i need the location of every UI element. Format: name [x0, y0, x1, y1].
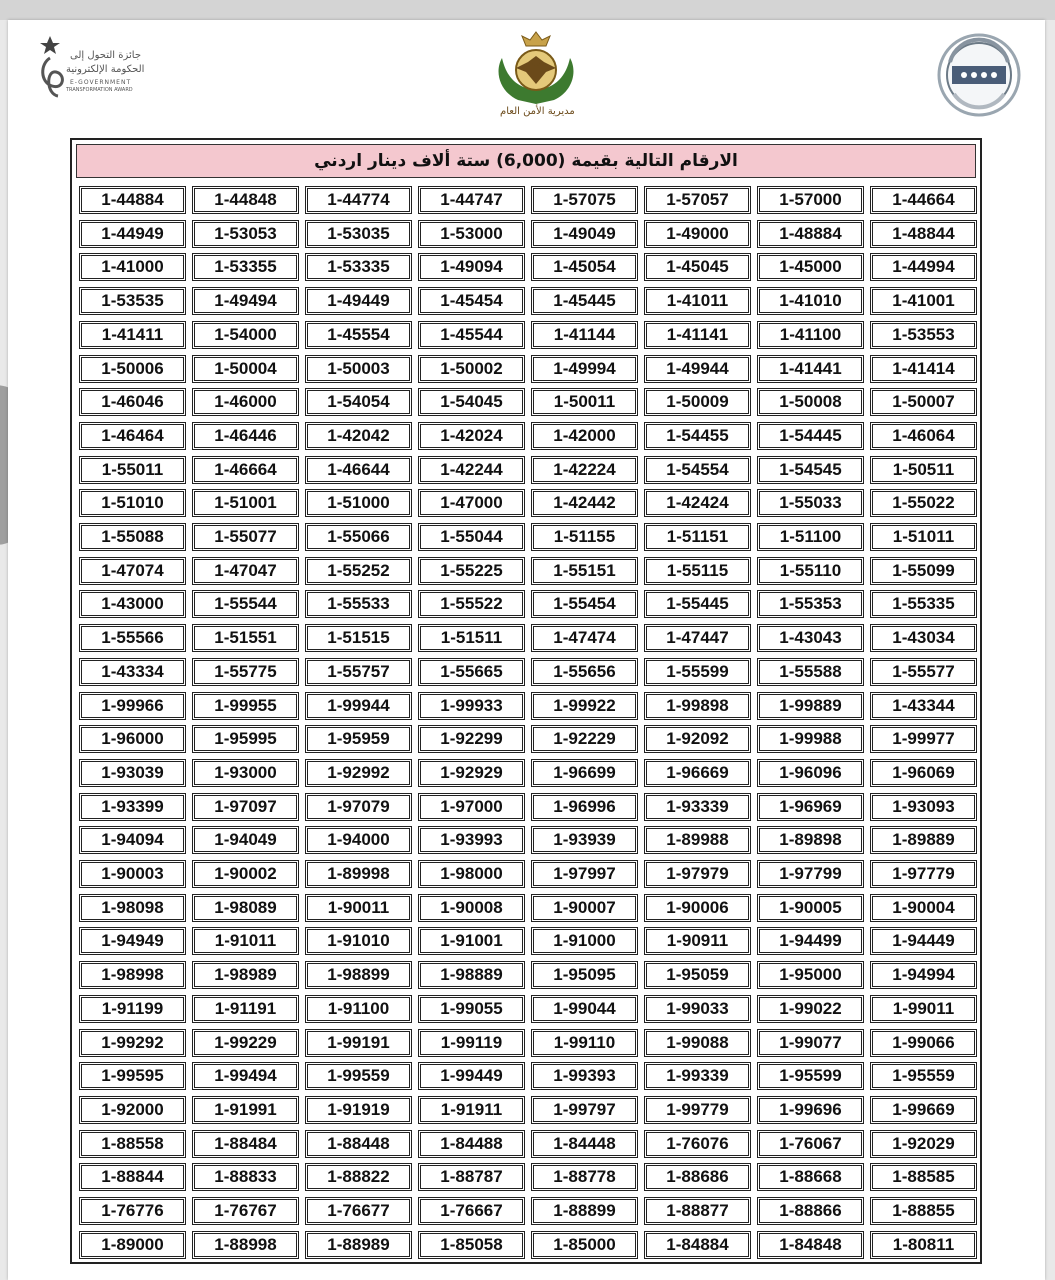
number-cell: 1-55588 — [757, 658, 864, 686]
award-line-3: E-GOVERNMENT — [70, 79, 132, 86]
number-cell: 1-45045 — [644, 253, 751, 281]
number-cell: 1-96699 — [531, 759, 638, 787]
number-cell: 1-42442 — [531, 489, 638, 517]
number-cell: 1-55099 — [870, 557, 977, 585]
award-line-2: الحكومة الإلكترونية — [66, 64, 145, 75]
number-cell: 1-99088 — [644, 1029, 751, 1057]
number-cell: 1-98989 — [192, 961, 299, 989]
number-cell: 1-99977 — [870, 725, 977, 753]
number-cell: 1-45054 — [531, 253, 638, 281]
number-cell: 1-88585 — [870, 1163, 977, 1191]
number-cell: 1-55533 — [305, 590, 412, 618]
number-cell: 1-49994 — [531, 355, 638, 383]
number-cell: 1-97779 — [870, 860, 977, 888]
number-cell: 1-46644 — [305, 456, 412, 484]
number-cell: 1-96969 — [757, 793, 864, 821]
number-cell: 1-55566 — [79, 624, 186, 652]
number-cell: 1-91991 — [192, 1096, 299, 1124]
number-cell: 1-42424 — [644, 489, 751, 517]
number-cell: 1-90008 — [418, 894, 525, 922]
number-cell: 1-46664 — [192, 456, 299, 484]
number-cell: 1-55544 — [192, 590, 299, 618]
number-cell: 1-55022 — [870, 489, 977, 517]
number-cell: 1-55757 — [305, 658, 412, 686]
number-cell: 1-99077 — [757, 1029, 864, 1057]
number-cell: 1-53553 — [870, 321, 977, 349]
number-cell: 1-97979 — [644, 860, 751, 888]
number-cell: 1-99033 — [644, 995, 751, 1023]
number-cell: 1-91919 — [305, 1096, 412, 1124]
number-cell: 1-99229 — [192, 1029, 299, 1057]
number-cell: 1-99339 — [644, 1062, 751, 1090]
number-cell: 1-98899 — [305, 961, 412, 989]
number-cell: 1-98000 — [418, 860, 525, 888]
number-cell: 1-54554 — [644, 456, 751, 484]
number-cell: 1-57057 — [644, 186, 751, 214]
number-cell: 1-99110 — [531, 1029, 638, 1057]
number-cell: 1-54054 — [305, 388, 412, 416]
number-cell: 1-97097 — [192, 793, 299, 821]
number-cell: 1-47474 — [531, 624, 638, 652]
award-line-1: جائزة التحول إلى — [70, 50, 142, 61]
number-cell: 1-90002 — [192, 860, 299, 888]
number-cell: 1-80811 — [870, 1231, 977, 1259]
number-cell: 1-55335 — [870, 590, 977, 618]
number-cell: 1-96096 — [757, 759, 864, 787]
number-cell: 1-98998 — [79, 961, 186, 989]
number-cell: 1-93939 — [531, 826, 638, 854]
number-cell: 1-99922 — [531, 692, 638, 720]
number-cell: 1-55353 — [757, 590, 864, 618]
number-cell: 1-93093 — [870, 793, 977, 821]
number-cell: 1-94949 — [79, 927, 186, 955]
number-cell: 1-49094 — [418, 253, 525, 281]
number-cell: 1-98089 — [192, 894, 299, 922]
number-cell: 1-53035 — [305, 220, 412, 248]
number-cell: 1-54445 — [757, 422, 864, 450]
number-cell: 1-95599 — [757, 1062, 864, 1090]
number-cell: 1-91191 — [192, 995, 299, 1023]
number-cell: 1-99449 — [418, 1062, 525, 1090]
number-cell: 1-99044 — [531, 995, 638, 1023]
number-cell: 1-84448 — [531, 1130, 638, 1158]
number-cell: 1-50511 — [870, 456, 977, 484]
number-cell: 1-55252 — [305, 557, 412, 585]
number-cell: 1-88844 — [79, 1163, 186, 1191]
number-cell: 1-50003 — [305, 355, 412, 383]
number-cell: 1-41441 — [757, 355, 864, 383]
number-cell: 1-94094 — [79, 826, 186, 854]
viewer-top-bar — [0, 0, 1055, 20]
number-cell: 1-94499 — [757, 927, 864, 955]
number-cell: 1-88855 — [870, 1197, 977, 1225]
number-cell: 1-92029 — [870, 1130, 977, 1158]
number-cell: 1-99966 — [79, 692, 186, 720]
number-cell: 1-99595 — [79, 1062, 186, 1090]
number-cell: 1-99011 — [870, 995, 977, 1023]
number-cell: 1-53335 — [305, 253, 412, 281]
number-cell: 1-48884 — [757, 220, 864, 248]
number-cell: 1-99055 — [418, 995, 525, 1023]
number-cell: 1-46446 — [192, 422, 299, 450]
number-cell: 1-51155 — [531, 523, 638, 551]
number-cell: 1-99696 — [757, 1096, 864, 1124]
number-cell: 1-45000 — [757, 253, 864, 281]
number-cell: 1-88558 — [79, 1130, 186, 1158]
page-title: الارقام التالية بقيمة (6,000) ستة ألاف دينار اردني — [76, 144, 976, 178]
number-cell: 1-49449 — [305, 287, 412, 315]
number-cell: 1-54000 — [192, 321, 299, 349]
number-cell: 1-92000 — [79, 1096, 186, 1124]
number-cell: 1-88686 — [644, 1163, 751, 1191]
number-cell: 1-43334 — [79, 658, 186, 686]
number-cell: 1-95559 — [870, 1062, 977, 1090]
number-cell: 1-88866 — [757, 1197, 864, 1225]
number-cell: 1-55225 — [418, 557, 525, 585]
number-cell: 1-55151 — [531, 557, 638, 585]
number-cell: 1-94000 — [305, 826, 412, 854]
number-cell: 1-91011 — [192, 927, 299, 955]
number-cell: 1-41141 — [644, 321, 751, 349]
number-cell: 1-41011 — [644, 287, 751, 315]
number-cell: 1-45454 — [418, 287, 525, 315]
number-cell: 1-42024 — [418, 422, 525, 450]
number-cell: 1-54045 — [418, 388, 525, 416]
number-cell: 1-55033 — [757, 489, 864, 517]
number-cell: 1-92929 — [418, 759, 525, 787]
number-cell: 1-50008 — [757, 388, 864, 416]
number-cell: 1-45544 — [418, 321, 525, 349]
number-cell: 1-84884 — [644, 1231, 751, 1259]
number-cell: 1-88778 — [531, 1163, 638, 1191]
number-cell: 1-51511 — [418, 624, 525, 652]
number-cell: 1-55110 — [757, 557, 864, 585]
number-cell: 1-76677 — [305, 1197, 412, 1225]
number-cell: 1-92299 — [418, 725, 525, 753]
number-cell: 1-45554 — [305, 321, 412, 349]
number-cell: 1-49000 — [644, 220, 751, 248]
number-cell: 1-49494 — [192, 287, 299, 315]
number-cell: 1-55066 — [305, 523, 412, 551]
number-cell: 1-55445 — [644, 590, 751, 618]
number-cell: 1-99022 — [757, 995, 864, 1023]
number-cell: 1-96669 — [644, 759, 751, 787]
number-cell: 1-92229 — [531, 725, 638, 753]
number-cell: 1-96069 — [870, 759, 977, 787]
numbers-grid — [72, 140, 980, 1262]
number-cell: 1-91001 — [418, 927, 525, 955]
number-cell: 1-90911 — [644, 927, 751, 955]
number-cell: 1-51151 — [644, 523, 751, 551]
number-cell: 1-88822 — [305, 1163, 412, 1191]
number-cell: 1-99292 — [79, 1029, 186, 1057]
number-cell: 1-92992 — [305, 759, 412, 787]
number-cell: 1-89988 — [644, 826, 751, 854]
number-cell: 1-93993 — [418, 826, 525, 854]
number-cell: 1-48844 — [870, 220, 977, 248]
number-cell: 1-44994 — [870, 253, 977, 281]
number-cell: 1-46046 — [79, 388, 186, 416]
number-cell: 1-95000 — [757, 961, 864, 989]
number-cell: 1-42224 — [531, 456, 638, 484]
number-cell: 1-55656 — [531, 658, 638, 686]
number-cell: 1-51551 — [192, 624, 299, 652]
number-cell: 1-93039 — [79, 759, 186, 787]
number-cell: 1-99066 — [870, 1029, 977, 1057]
number-cell: 1-99933 — [418, 692, 525, 720]
number-cell: 1-91199 — [79, 995, 186, 1023]
number-cell: 1-76776 — [79, 1197, 186, 1225]
number-cell: 1-41100 — [757, 321, 864, 349]
number-cell: 1-93339 — [644, 793, 751, 821]
number-cell: 1-90007 — [531, 894, 638, 922]
number-cell: 1-44664 — [870, 186, 977, 214]
seal-icon — [936, 32, 1022, 118]
number-cell: 1-97997 — [531, 860, 638, 888]
number-cell: 1-92092 — [644, 725, 751, 753]
number-cell: 1-55011 — [79, 456, 186, 484]
e-government-award-logo — [36, 34, 148, 124]
number-cell: 1-53053 — [192, 220, 299, 248]
number-cell: 1-46464 — [79, 422, 186, 450]
number-cell: 1-55522 — [418, 590, 525, 618]
number-cell: 1-43043 — [757, 624, 864, 652]
number-cell: 1-51100 — [757, 523, 864, 551]
number-cell: 1-99797 — [531, 1096, 638, 1124]
number-cell: 1-50011 — [531, 388, 638, 416]
number-cell: 1-53000 — [418, 220, 525, 248]
number-cell: 1-88877 — [644, 1197, 751, 1225]
number-cell: 1-95959 — [305, 725, 412, 753]
number-cell: 1-50009 — [644, 388, 751, 416]
number-cell: 1-97079 — [305, 793, 412, 821]
number-cell: 1-44747 — [418, 186, 525, 214]
number-cell: 1-97000 — [418, 793, 525, 821]
number-cell: 1-46064 — [870, 422, 977, 450]
number-cell: 1-45445 — [531, 287, 638, 315]
number-cell: 1-55577 — [870, 658, 977, 686]
number-cell: 1-88989 — [305, 1231, 412, 1259]
number-cell: 1-93399 — [79, 793, 186, 821]
number-cell: 1-44949 — [79, 220, 186, 248]
number-cell: 1-90005 — [757, 894, 864, 922]
number-cell: 1-76767 — [192, 1197, 299, 1225]
circular-seal-logo — [936, 32, 1022, 118]
number-cell: 1-41000 — [79, 253, 186, 281]
eagle-crown-emblem — [488, 28, 584, 120]
number-cell: 1-95995 — [192, 725, 299, 753]
number-cell: 1-88833 — [192, 1163, 299, 1191]
number-cell: 1-89000 — [79, 1231, 186, 1259]
number-cell: 1-50002 — [418, 355, 525, 383]
number-cell: 1-99955 — [192, 692, 299, 720]
number-cell: 1-89898 — [757, 826, 864, 854]
number-cell: 1-90003 — [79, 860, 186, 888]
number-cell: 1-88899 — [531, 1197, 638, 1225]
number-cell: 1-99779 — [644, 1096, 751, 1124]
number-cell: 1-47000 — [418, 489, 525, 517]
number-cell: 1-84488 — [418, 1130, 525, 1158]
number-cell: 1-97799 — [757, 860, 864, 888]
number-cell: 1-41001 — [870, 287, 977, 315]
number-cell: 1-53535 — [79, 287, 186, 315]
number-cell: 1-50007 — [870, 388, 977, 416]
number-cell: 1-41010 — [757, 287, 864, 315]
number-cell: 1-44848 — [192, 186, 299, 214]
number-cell: 1-54455 — [644, 422, 751, 450]
number-cell: 1-49944 — [644, 355, 751, 383]
number-cell: 1-42042 — [305, 422, 412, 450]
number-cell: 1-93000 — [192, 759, 299, 787]
number-cell: 1-88448 — [305, 1130, 412, 1158]
number-cell: 1-88484 — [192, 1130, 299, 1158]
number-cell: 1-51000 — [305, 489, 412, 517]
number-cell: 1-94449 — [870, 927, 977, 955]
number-cell: 1-94994 — [870, 961, 977, 989]
number-cell: 1-41414 — [870, 355, 977, 383]
number-cell: 1-89998 — [305, 860, 412, 888]
number-cell: 1-50004 — [192, 355, 299, 383]
number-cell: 1-44774 — [305, 186, 412, 214]
number-cell: 1-88668 — [757, 1163, 864, 1191]
number-cell: 1-46000 — [192, 388, 299, 416]
number-cell: 1-99988 — [757, 725, 864, 753]
number-cell: 1-55044 — [418, 523, 525, 551]
number-cell: 1-49049 — [531, 220, 638, 248]
number-cell: 1-57075 — [531, 186, 638, 214]
numbers-panel — [70, 138, 982, 1264]
number-cell: 1-42000 — [531, 422, 638, 450]
number-cell: 1-47447 — [644, 624, 751, 652]
number-cell: 1-98098 — [79, 894, 186, 922]
number-cell: 1-88787 — [418, 1163, 525, 1191]
eagle-crown-icon — [488, 28, 584, 108]
number-cell: 1-53355 — [192, 253, 299, 281]
number-cell: 1-76667 — [418, 1197, 525, 1225]
number-cell: 1-51011 — [870, 523, 977, 551]
number-cell: 1-54545 — [757, 456, 864, 484]
number-cell: 1-43000 — [79, 590, 186, 618]
number-cell: 1-55599 — [644, 658, 751, 686]
number-cell: 1-76067 — [757, 1130, 864, 1158]
number-cell: 1-99669 — [870, 1096, 977, 1124]
number-cell: 1-99119 — [418, 1029, 525, 1057]
number-cell: 1-76076 — [644, 1130, 751, 1158]
number-cell: 1-99393 — [531, 1062, 638, 1090]
number-cell: 1-51001 — [192, 489, 299, 517]
number-cell: 1-85058 — [418, 1231, 525, 1259]
number-cell: 1-55665 — [418, 658, 525, 686]
number-cell: 1-91911 — [418, 1096, 525, 1124]
number-cell: 1-91000 — [531, 927, 638, 955]
number-cell: 1-96000 — [79, 725, 186, 753]
number-cell: 1-99494 — [192, 1062, 299, 1090]
number-cell: 1-44884 — [79, 186, 186, 214]
number-cell: 1-85000 — [531, 1231, 638, 1259]
number-cell: 1-91010 — [305, 927, 412, 955]
number-cell: 1-95059 — [644, 961, 751, 989]
number-cell: 1-41144 — [531, 321, 638, 349]
number-cell: 1-90011 — [305, 894, 412, 922]
award-line-4: TRANSFORMATION AWARD — [66, 87, 133, 93]
number-cell: 1-90006 — [644, 894, 751, 922]
number-cell: 1-41411 — [79, 321, 186, 349]
number-cell: 1-47074 — [79, 557, 186, 585]
emblem-caption: مديرية الأمن العام — [500, 106, 575, 117]
number-cell: 1-43034 — [870, 624, 977, 652]
number-cell: 1-99944 — [305, 692, 412, 720]
number-cell: 1-99559 — [305, 1062, 412, 1090]
number-cell: 1-96996 — [531, 793, 638, 821]
number-cell: 1-57000 — [757, 186, 864, 214]
number-cell: 1-55077 — [192, 523, 299, 551]
number-cell: 1-99191 — [305, 1029, 412, 1057]
number-cell: 1-55115 — [644, 557, 751, 585]
number-cell: 1-90004 — [870, 894, 977, 922]
number-cell: 1-84848 — [757, 1231, 864, 1259]
number-cell: 1-55775 — [192, 658, 299, 686]
number-cell: 1-95095 — [531, 961, 638, 989]
number-cell: 1-55454 — [531, 590, 638, 618]
number-cell: 1-91100 — [305, 995, 412, 1023]
number-cell: 1-51010 — [79, 489, 186, 517]
number-cell: 1-55088 — [79, 523, 186, 551]
number-cell: 1-94049 — [192, 826, 299, 854]
number-cell: 1-42244 — [418, 456, 525, 484]
number-cell: 1-99889 — [757, 692, 864, 720]
number-cell: 1-99898 — [644, 692, 751, 720]
number-cell: 1-98889 — [418, 961, 525, 989]
number-cell: 1-89889 — [870, 826, 977, 854]
number-cell: 1-88998 — [192, 1231, 299, 1259]
number-cell: 1-51515 — [305, 624, 412, 652]
number-cell: 1-47047 — [192, 557, 299, 585]
document-page — [8, 20, 1045, 1280]
number-cell: 1-50006 — [79, 355, 186, 383]
number-cell: 1-43344 — [870, 692, 977, 720]
